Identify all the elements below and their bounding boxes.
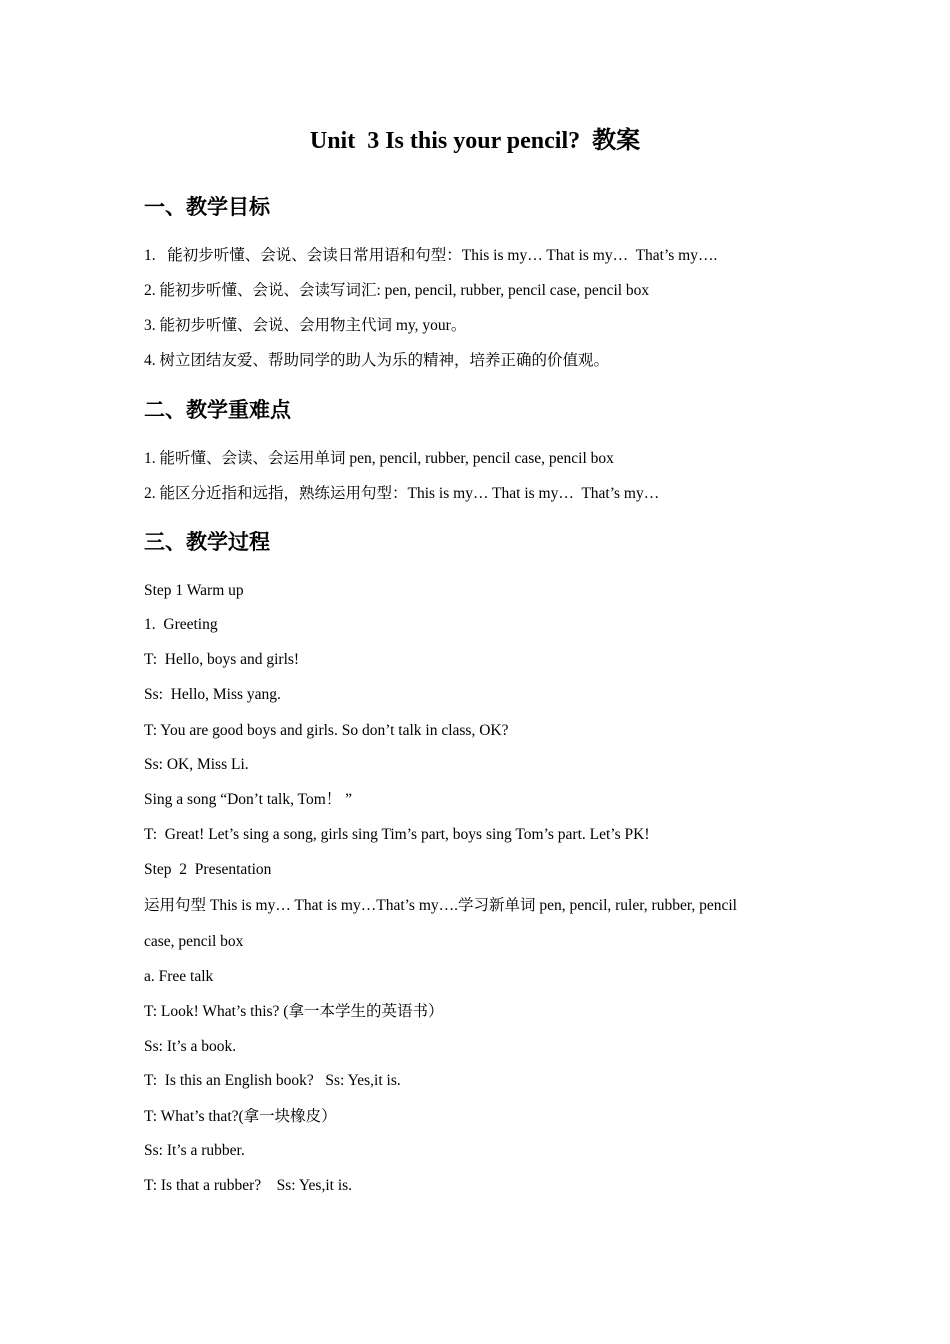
process-line-presentation: 运用句型 This is my… That is my…That’s my….学习新单词 pen, pencil, ruler, rubber, pencil (144, 897, 737, 914)
objective-line-4: 4. 树立团结友爱、帮助同学的助人为乐的精神，培养正确的价值观。 (144, 352, 610, 369)
section-heading-key-points: 二、教学重难点 (144, 398, 291, 422)
document-title: Unit 3 Is this your pencil? 教案 (309, 128, 641, 154)
process-line-dialogue: T: Look! What’s this? (拿一本学生的英语书） (144, 1003, 444, 1020)
key-point-line-1: 1. 能听懂、会读、会运用单词 pen, pencil, rubber, pencil case, pencil box (144, 450, 614, 467)
objective-line-2: 2. 能初步听懂、会说、会读写词汇: pen, pencil, rubber, pencil case, pencil box (144, 282, 650, 299)
process-line-dialogue: T: Great! Let’s sing a song, girls sing Tim’s part, boys sing Tom’s part. Let’s PK! (144, 826, 650, 843)
objective-line-1: 1. 能初步听懂、会说、会读日常用语和句型：This is my… That is my… That’s my…. (144, 247, 718, 264)
process-line-song: Sing a song “Don’t talk, Tom！ ” (144, 791, 353, 808)
process-line-free-talk: a. Free talk (144, 968, 214, 985)
objective-line-3: 3. 能初步听懂、会说、会用物主代词 my, your。 (144, 317, 467, 334)
process-line-dialogue: T: You are good boys and girls. So don’t talk in class, OK? (144, 722, 509, 739)
section-heading-process: 三、教学过程 (144, 530, 270, 554)
process-line-dialogue: Ss: It’s a book. (144, 1038, 237, 1055)
process-line-dialogue: T: What’s that?(拿一块橡皮） (144, 1108, 337, 1125)
process-line-dialogue: T: Hello, boys and girls! (144, 651, 300, 668)
key-point-line-2: 2. 能区分近指和远指，熟练运用句型：This is my… That is my… That’s my… (144, 485, 660, 502)
process-line-dialogue: T: Is this an English book? Ss: Yes,it is. (144, 1072, 401, 1089)
process-line-step2: Step 2 Presentation (144, 861, 272, 878)
process-line-step1: Step 1 Warm up (144, 582, 244, 599)
process-line-presentation-cont: case, pencil box (144, 933, 244, 950)
section-heading-objectives: 一、教学目标 (144, 195, 270, 219)
process-line-dialogue: Ss: OK, Miss Li. (144, 756, 249, 773)
process-line-dialogue: Ss: It’s a rubber. (144, 1142, 245, 1159)
process-line-dialogue: Ss: Hello, Miss yang. (144, 686, 281, 703)
process-line-dialogue: T: Is that a rubber? Ss: Yes,it is. (144, 1177, 353, 1194)
process-line-greeting: 1. Greeting (144, 616, 218, 633)
